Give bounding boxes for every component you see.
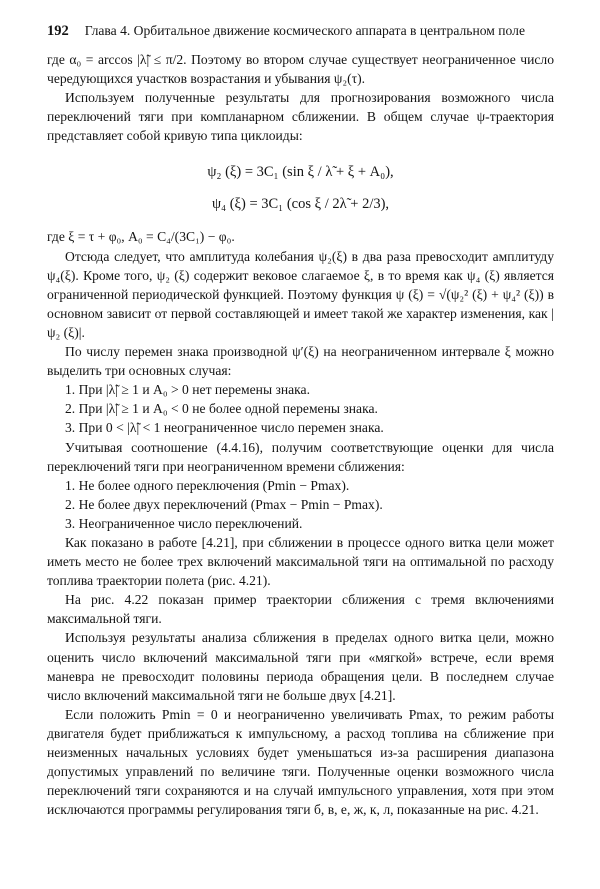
- paragraph-9: Используя результаты анализа сближения в пределах одного витка цели, можно оценить число включений максимальной тяги при «мягкой» встрече, если время маневра не превосходит половины периода обращения цели. В последнем случае число включений максимальной тяги не больше двух [4.21].: [47, 630, 554, 703]
- estimate-2: 2. Не более двух переключений (Pmax − Pmin − Pmax).: [65, 496, 383, 512]
- running-title: Глава 4. Орбитальное движение космического аппарата в центральном поле: [84, 23, 525, 38]
- paragraph-5: По числу перемен знака производной ψ′(ξ) на неограниченном интервале ξ можно выделить три основных случая:: [47, 344, 554, 379]
- body-text: [47, 50, 554, 819]
- case-3: 3. При 0 < |λ̃| < 1 неограниченное число перемен знака.: [65, 420, 384, 436]
- paragraph-10: Если положить Pmin = 0 и неограниченно увеличивать Pmax, то режим работы двигателя будет приближаться к импульсному, а расход топлива на сближение при неизменных начальных условиях будет уменьшаться из-за расширения диапазона допустимых управлений по величине тяги. Полученные оценки возможного числа переключений тяги сохраняются и на случай импульсного управления, хотя при этом исключаются программы регулирования тяги б, в, е, ж, к, л, показанные на рис. 4.21.: [47, 706, 554, 818]
- paragraph-6: Учитывая соотношение (4.4.16), получим соответствующие оценки для числа переключений тяги при неограниченном времени сближения:: [47, 439, 554, 474]
- paragraph-8: На рис. 4.22 показан пример траектории сближения с тремя включениями максимальной тяги.: [47, 592, 554, 627]
- paragraph-2: Используем полученные результаты для прогнозирования возможного числа переключений тяги при компланарном сближении. В общем случае ψ-траектория представляет собой кривую типа циклоиды:: [47, 90, 554, 144]
- page-number: 192: [47, 23, 69, 39]
- paragraph-3: где ξ = τ + φ₀, A₀ = C₄/(3C₁) − φ₀.: [47, 229, 235, 245]
- formula-psi4: ψ₄ (ξ) = 3C₁ (cos ξ / 2λ̃ + 2/3),: [211, 196, 390, 213]
- estimate-1: 1. Не более одного переключения (Pmin − Pmax).: [65, 477, 350, 493]
- case-1: 1. При |λ̃| ≥ 1 и A₀ > 0 нет перемены знака.: [65, 382, 310, 398]
- running-header: [47, 22, 554, 40]
- paragraph-4: Отсюда следует, что амплитуда колебания ψ₂(ξ) в два раза превосходит амплитуду ψ₄(ξ). Кроме того, ψ₂ (ξ) содержит вековое слагаемое ξ, в то время как ψ₄ (ξ) является ограниченной периодической функцией. Поэтому функция ψ (ξ) = √(ψ₂² (ξ) + ψ₄² (ξ)) в основном зависит от первой составляющей и имеет такой же характер изменения, как |ψ₂ (ξ)|.: [47, 248, 554, 340]
- case-2: 2. При |λ̃| ≥ 1 и A₀ < 0 не более одной перемены знака.: [65, 401, 378, 417]
- paragraph-1: где α₀ = arccos |λ̃| ≤ π/2. Поэтому во втором случае существует неограниченное число чередующихся участков возрастания и убывания ψ₂(τ).: [47, 52, 554, 87]
- paragraph-7: Как показано в работе [4.21], при сближении в процессе одного витка цели может иметь место не более трех включений максимальной тяги на оптимальной по расходу топлива траектории полета (рис. 4.21).: [47, 534, 554, 589]
- estimate-3: 3. Неограниченное число переключений.: [65, 515, 303, 531]
- formula-psi2: ψ₂ (ξ) = 3C₁ (sin ξ / λ̃ + ξ + A₀),: [207, 164, 394, 181]
- formula-block: [47, 161, 554, 215]
